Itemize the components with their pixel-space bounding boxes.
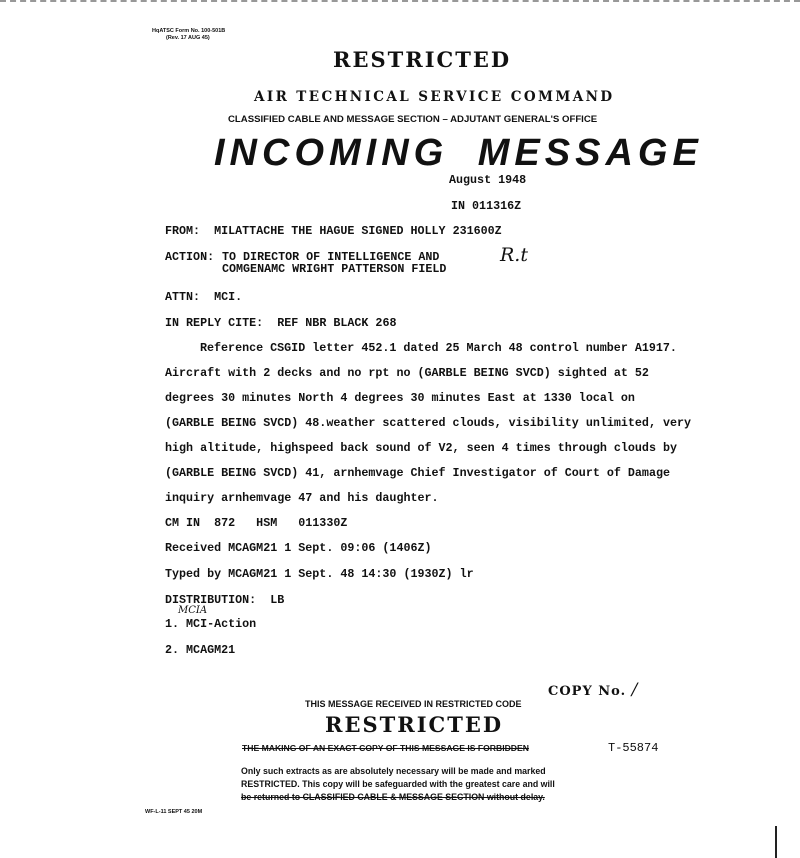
from-label: FROM: bbox=[165, 224, 201, 238]
typed-line: Typed by MCAGM21 1 Sept. 48 14:30 (1930Z) lr bbox=[165, 567, 474, 581]
classification-top: RESTRICTED bbox=[333, 47, 512, 72]
body-line: high altitude, highspeed back sound of V2, seen 4 times through clouds by bbox=[165, 441, 677, 455]
body-line: Aircraft with 2 decks and no rpt no (GARBLE BEING SVCD) sighted at 52 bbox=[165, 366, 649, 380]
body-line: (GARBLE BEING SVCD) 41, arnhemvage Chief Investigator of Court of Damage bbox=[165, 466, 670, 480]
classification-bottom: RESTRICTED bbox=[325, 712, 504, 737]
copy-forbidden-notice: THE MAKING OF AN EXACT COPY OF THIS MESSAGE IS FORBIDDEN bbox=[242, 743, 529, 753]
received-code-notice: THIS MESSAGE RECEIVED IN RESTRICTED CODE bbox=[305, 699, 522, 709]
scan-edge-line bbox=[775, 826, 777, 858]
reply-cite-label: IN REPLY CITE: bbox=[165, 316, 264, 330]
notice-line: Only such extracts as are absolutely necessary will be made and marked bbox=[241, 766, 546, 776]
distribution-item: 2. MCAGM21 bbox=[165, 643, 236, 657]
message-number: IN 011316Z bbox=[451, 199, 522, 213]
page-title: INCOMING MESSAGE bbox=[214, 132, 703, 174]
action-line-1: TO DIRECTOR OF INTELLIGENCE AND bbox=[222, 250, 440, 264]
form-revision: (Rev. 17 AUG 45) bbox=[166, 35, 210, 41]
control-number: T-55874 bbox=[608, 741, 659, 755]
scan-edge bbox=[0, 0, 800, 6]
form-number bbox=[152, 28, 225, 42]
safeguard-notice bbox=[241, 765, 555, 804]
attn-line bbox=[165, 290, 242, 304]
distribution-item: 1. MCI-Action bbox=[165, 617, 257, 631]
attn-label: ATTN: bbox=[165, 290, 201, 304]
print-code: WF-L-11 SEPT 45 20M bbox=[145, 809, 203, 815]
from-line bbox=[165, 224, 502, 238]
received-line: Received MCAGM21 1 Sept. 09:06 (1406Z) bbox=[165, 541, 432, 555]
message-date: August 1948 bbox=[449, 173, 527, 187]
distribution-label: DISTRIBUTION: LB bbox=[165, 593, 285, 607]
action-label: ACTION: bbox=[165, 250, 215, 264]
command-name: AIR TECHNICAL SERVICE COMMAND bbox=[254, 89, 615, 105]
reply-cite-line bbox=[165, 316, 396, 330]
cm-in-line: CM IN 872 HSM 011330Z bbox=[165, 516, 348, 530]
attn-value: MCI. bbox=[214, 290, 243, 304]
distribution-handwritten-note: MCIA bbox=[178, 605, 208, 616]
copy-number bbox=[548, 680, 638, 700]
handwritten-initials: R.t bbox=[500, 244, 528, 266]
body-line: degrees 30 minutes North 4 degrees 30 minutes East at 1330 local on bbox=[165, 391, 635, 405]
body-line: inquiry arnhemvage 47 and his daughter. bbox=[165, 491, 439, 505]
notice-line: be returned to CLASSIFIED CABLE & MESSAGE SECTION without delay. bbox=[241, 792, 545, 802]
section-name: CLASSIFIED CABLE AND MESSAGE SECTION – ADJUTANT GENERAL'S OFFICE bbox=[228, 114, 598, 125]
form-id: HqATSC Form No. 100-501B bbox=[152, 28, 226, 34]
body-line: Reference CSGID letter 452.1 dated 25 March 48 control number A1917. bbox=[200, 341, 677, 355]
body-line: (GARBLE BEING SVCD) 48.weather scattered clouds, visibility unlimited, very bbox=[165, 416, 692, 430]
copy-label: COPY No. bbox=[548, 684, 627, 699]
notice-line: RESTRICTED. This copy will be safeguarded with the greatest care and will bbox=[241, 779, 555, 789]
action-line-2: COMGENAMC WRIGHT PATTERSON FIELD bbox=[222, 262, 447, 276]
copy-value: / bbox=[631, 680, 639, 700]
reply-cite-value: REF NBR BLACK 268 bbox=[277, 316, 397, 330]
from-value: MILATTACHE THE HAGUE SIGNED HOLLY 231600Z bbox=[214, 224, 502, 238]
